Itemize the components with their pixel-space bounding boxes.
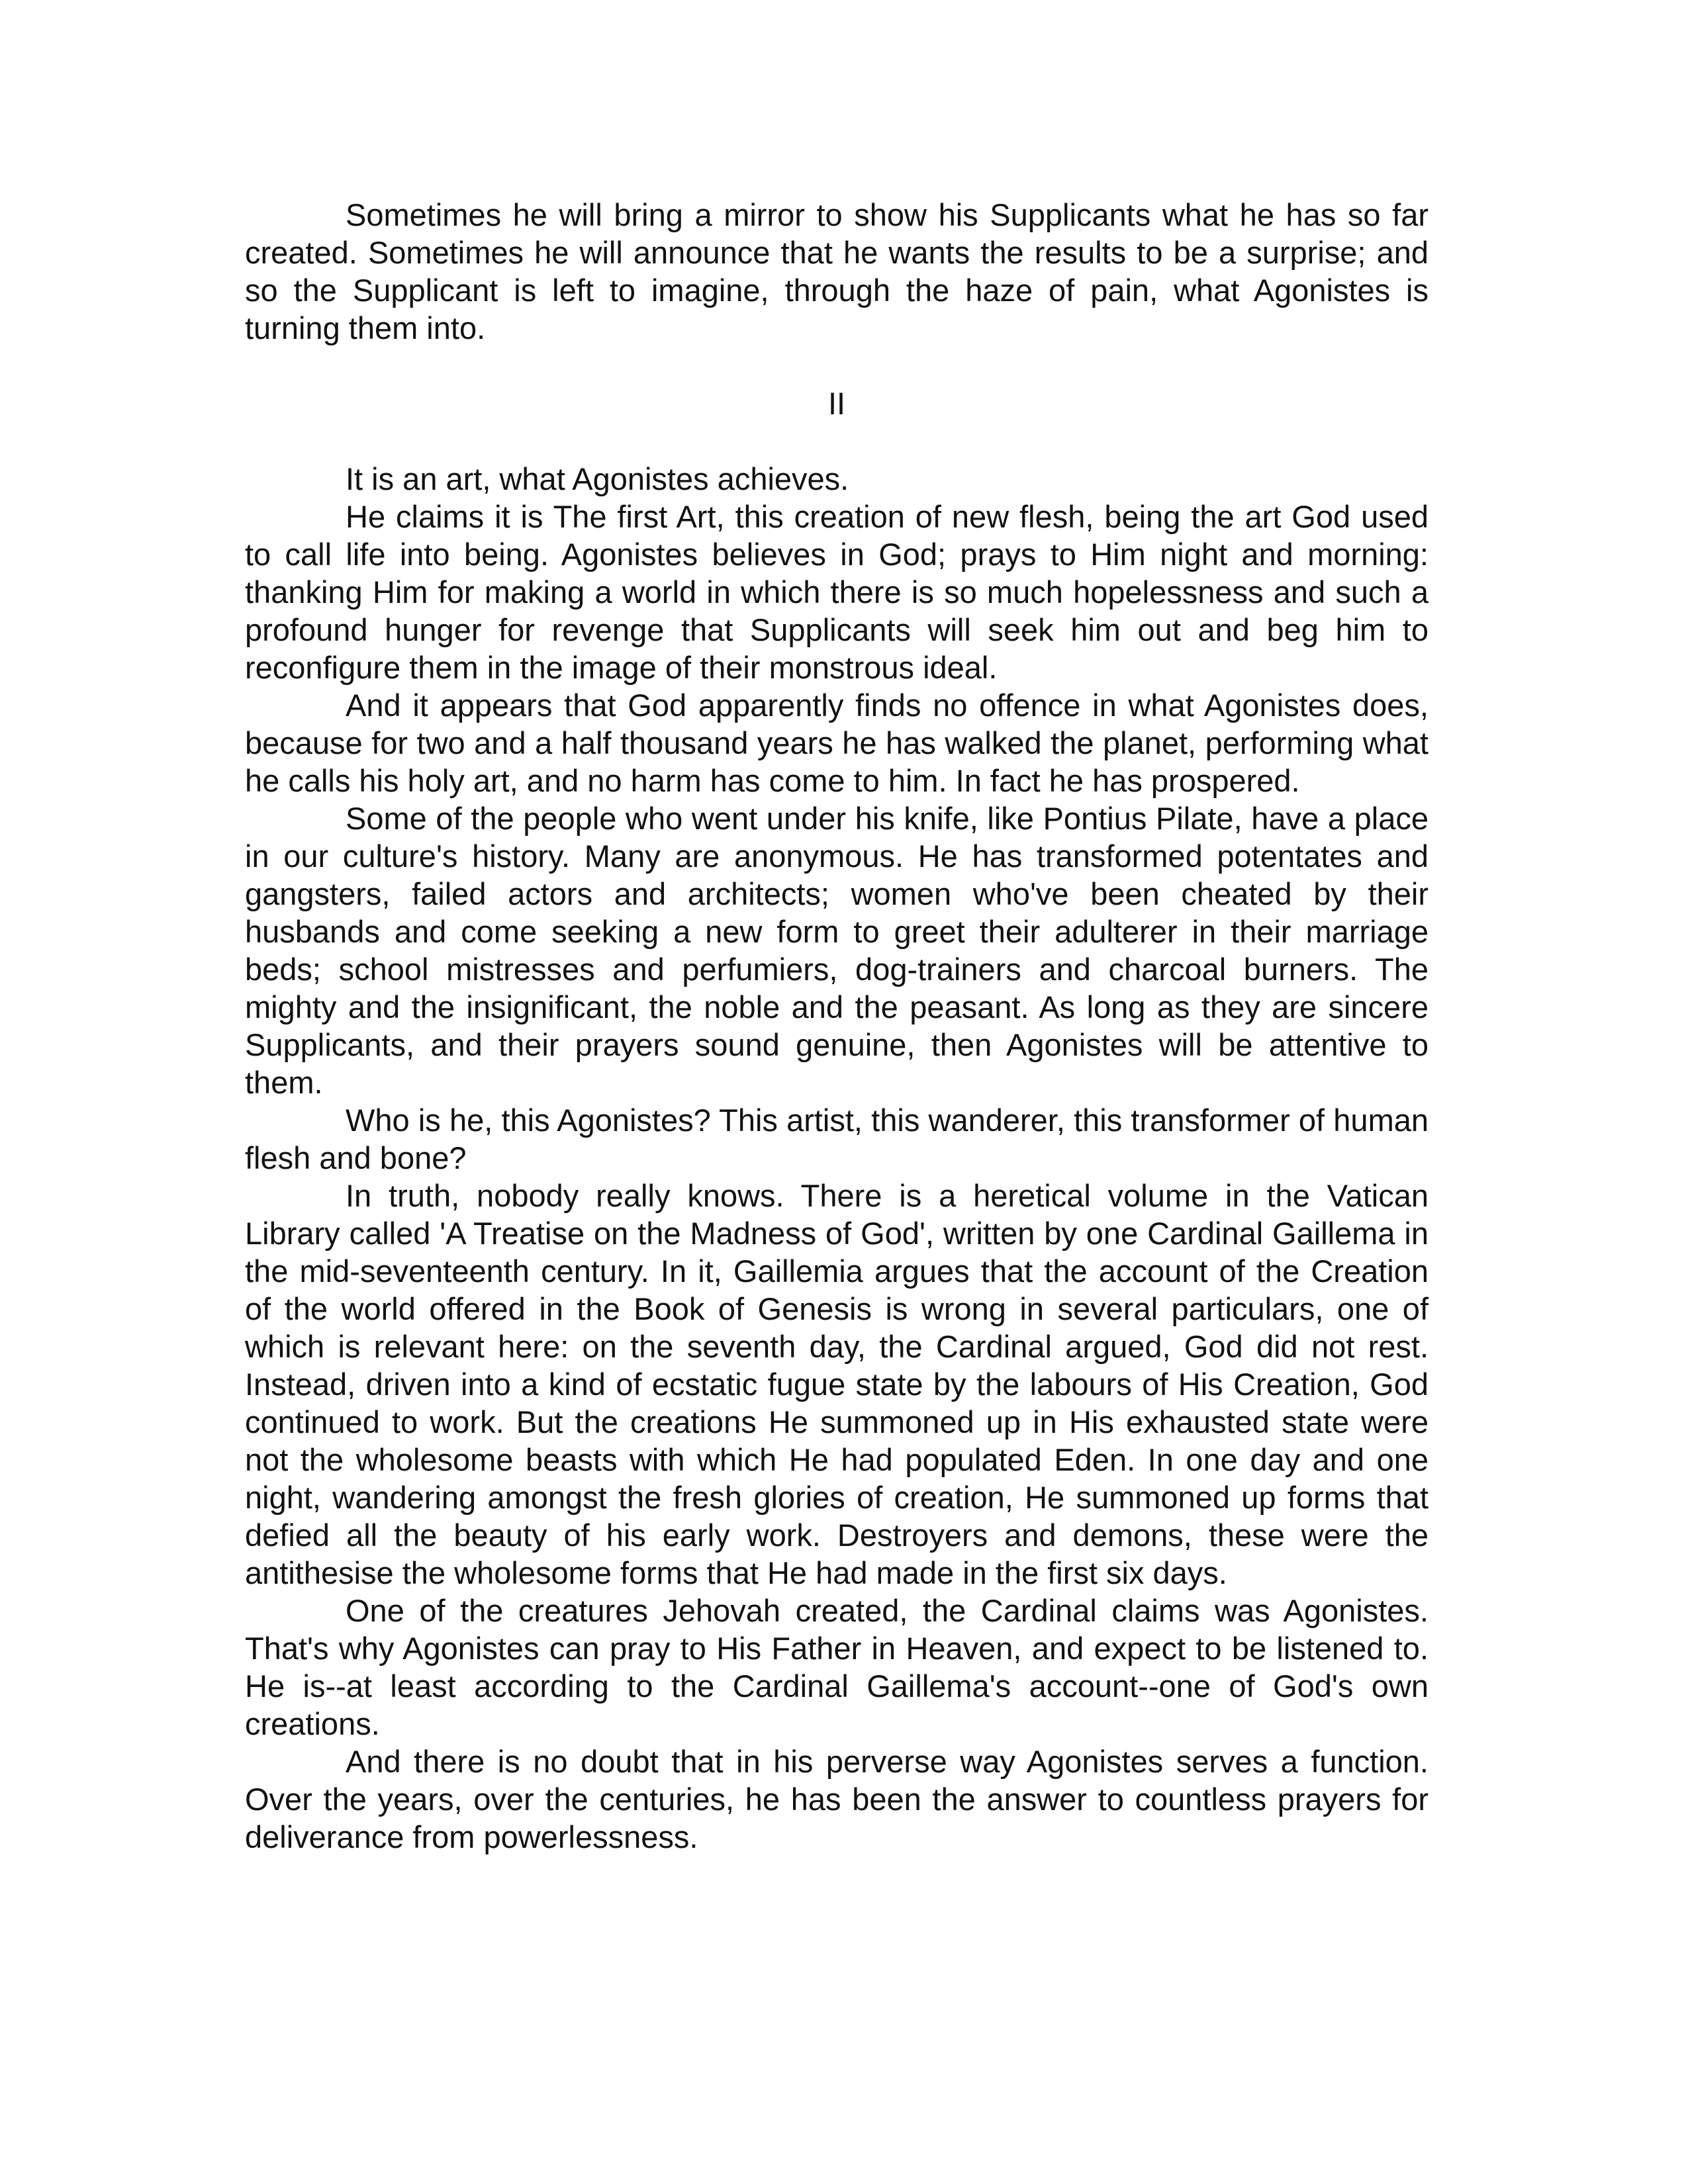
paragraph-function: And there is no doubt that in his perverse way Agonistes serves a function. Over the years, over the centuries, he has been the answer to countless prayers for deliverance from powerlessness. xyxy=(245,1744,1429,1854)
paragraph-who-is-he: Who is he, this Agonistes? This artist, this wanderer, this transformer of human flesh and bone? xyxy=(245,1103,1429,1175)
document-page xyxy=(245,196,1429,1856)
paragraph-people-under-knife: Some of the people who went under his knife, like Pontius Pilate, have a place in our culture's history. Many are anonymous. He has transformed potentates and gangsters, failed actors and architects; women who've been cheated by their husbands and come seeking a new form to greet their adulterer in their marriage beds; school mistresses and perfumiers, dog-trainers and charcoal burners. The mighty and the insignificant, the noble and the peasant. As long as they are sincere Supplicants, and their prayers sound genuine, then Agonistes will be attentive to them. xyxy=(245,801,1429,1100)
paragraph-first-art: He claims it is The first Art, this creation of new flesh, being the art God used to call life into being. Agonistes believes in God; prays to Him night and morning: thanking Him for making a world in which there is so much hopelessness and such a profound hunger for revenge that Supplicants will seek him out and beg him to reconfigure them in the image of their monstrous ideal. xyxy=(245,499,1429,685)
paragraph-creature: One of the creatures Jehovah created, the Cardinal claims was Agonistes. That's why Agonistes can pray to His Father in Heaven, and expect to be listened to. He is--at least according to the Cardinal Gaillema's account--one of God's own creations. xyxy=(245,1593,1429,1741)
paragraph-treatise: In truth, nobody really knows. There is a heretical volume in the Vatican Library called 'A Treatise on the Madness of God', written by one Cardinal Gaillema in the mid-seventeenth century. In it, Gaillemia argues that the account of the Creation of the world offered in the Book of Genesis is wrong in several particulars, one of which is relevant here: on the seventh day, the Cardinal argued, God did not rest. Instead, driven into a kind of ecstatic fugue state by the labours of His Creation, God continued to work. But the creations He summoned up in His exhausted state were not the wholesome beasts with which He had populated Eden. In one day and one night, wandering amongst the fresh glories of creation, He summoned up forms that defied all the beauty of his early work. Destroyers and demons, these were the antithesise the wholesome forms that He had made in the first six days. xyxy=(245,1178,1429,1590)
paragraph-art: It is an art, what Agonistes achieves. xyxy=(346,461,849,496)
paragraph-god-no-offence: And it appears that God apparently finds no offence in what Agonistes does, because for two and a half thousand years he has walked the planet, performing what he calls his holy art, and no harm has come to him. In fact he has prospered. xyxy=(245,688,1429,798)
paragraph-mirror: Sometimes he will bring a mirror to show his Supplicants what he has so far created. Sometimes he will announce that he wants the results to be a surprise; and so the Supplicant is left to imagine, through the haze of pain, what Agonistes is turning them into. xyxy=(245,197,1429,345)
section-number: II xyxy=(827,386,846,421)
